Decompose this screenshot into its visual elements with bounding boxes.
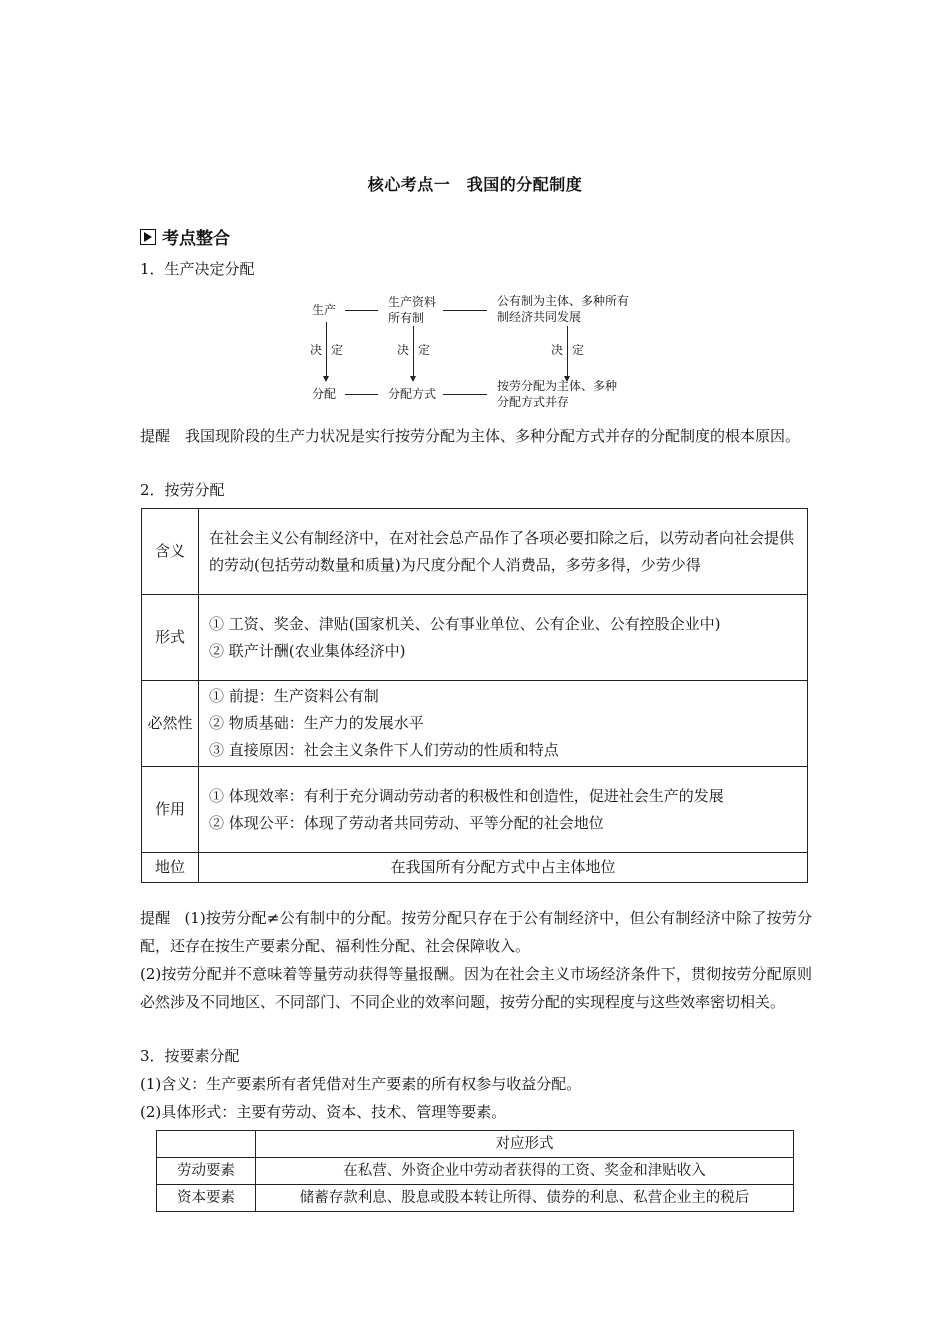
header-cell: 对应形式 bbox=[256, 1131, 794, 1158]
table-row bbox=[142, 595, 808, 681]
cell-line: ③ 直接原因：社会主义条件下人们劳动的性质和特点 bbox=[209, 741, 559, 759]
table-header-row bbox=[157, 1131, 794, 1158]
item3-forms: (2)具体形式：主要有劳动、资本、技术、管理等要素。 bbox=[140, 1103, 507, 1121]
tip-point-1: (1)按劳分配≠公有制中的分配。按劳分配只存在于公有制经济中，但公有制经济中除了按劳分配，还存在按生产要素分配、福利性分配、社会保障收入。 bbox=[140, 909, 812, 955]
row-content bbox=[199, 853, 808, 883]
tip-label: 提醒 bbox=[140, 909, 171, 927]
item1-heading: 1．生产决定分配 bbox=[140, 260, 255, 278]
diagram-distribution-mode: 分配方式 bbox=[388, 387, 437, 401]
table-row bbox=[157, 1185, 794, 1212]
distribution-by-labor-table bbox=[141, 508, 808, 883]
diagram-decide-right: 定 bbox=[572, 343, 585, 357]
row-head: 地位 bbox=[142, 853, 199, 883]
row-head: 劳动要素 bbox=[157, 1158, 256, 1185]
production-distribution-diagram bbox=[300, 290, 660, 415]
row-head: 必然性 bbox=[142, 681, 199, 767]
diagram-decide-left: 决 bbox=[310, 343, 323, 357]
header-cell bbox=[157, 1131, 256, 1158]
cell-line: ② 物质基础：生产力的发展水平 bbox=[209, 714, 424, 732]
diagram-distribution-system-1: 按劳分配为主体、多种 bbox=[497, 379, 618, 393]
diagram-connector bbox=[345, 310, 378, 311]
arrow-down-icon bbox=[323, 376, 329, 382]
row-head: 资本要素 bbox=[157, 1185, 256, 1212]
tip-paragraph-1: 提醒 我国现阶段的生产力状况是实行按劳分配为主体、多种分配方式并存的分配制度的根本原因。 bbox=[140, 427, 801, 445]
cell-line: ② 体现公平：体现了劳动者共同劳动、平等分配的社会地位 bbox=[209, 813, 604, 832]
row-content bbox=[199, 595, 808, 681]
diagram-ownership-system-1: 公有制为主体、多种所有 bbox=[497, 294, 630, 308]
table-row bbox=[142, 681, 808, 767]
cell-line: ① 工资、奖金、津贴(国家机关、公有事业单位、公有企业、公有控股企业中) bbox=[209, 614, 721, 633]
tip-paragraph-2 bbox=[140, 904, 812, 960]
row-content: 在私营、外资企业中劳动者获得的工资、奖金和津贴收入 bbox=[256, 1158, 794, 1185]
item2-heading: 2．按劳分配 bbox=[140, 481, 225, 499]
diagram-ownership: 所有制 bbox=[388, 311, 425, 325]
row-content bbox=[199, 681, 808, 767]
diagram-decide-right: 定 bbox=[331, 343, 344, 357]
cell-line: ① 体现效率：有利于充分调动劳动者的积极性和创造性，促进社会生产的发展 bbox=[209, 786, 724, 805]
item3-heading: 3．按要素分配 bbox=[140, 1047, 240, 1065]
cell-line: 在我国所有分配方式中占主体地位 bbox=[390, 858, 616, 876]
table-row bbox=[142, 767, 808, 853]
factor-distribution-table bbox=[156, 1130, 794, 1212]
diagram-distribution-system-2: 分配方式并存 bbox=[497, 395, 570, 409]
item3-definition: (1)含义：生产要素所有者凭借对生产要素的所有权参与收益分配。 bbox=[140, 1075, 582, 1093]
diagram-ownership-system-2: 制经济共同发展 bbox=[497, 310, 582, 324]
diagram-arrow-line bbox=[413, 326, 414, 378]
diagram-connector bbox=[345, 394, 378, 395]
diagram-connector bbox=[443, 394, 487, 395]
tip-point-2: (2)按劳分配并不意味着等量劳动获得等量报酬。因为在社会主义市场经济条件下，贯彻按劳分配原则必然涉及不同地区、不同部门、不同企业的效率问题，按劳分配的实现程度与这些效率密切相关。 bbox=[140, 965, 812, 1011]
row-content: 储蓄存款利息、股息或股本转让所得、债券的利息、私营企业主的税后 bbox=[256, 1185, 794, 1212]
diagram-connector bbox=[443, 310, 487, 311]
table-row bbox=[142, 509, 808, 595]
diagram-arrow-line bbox=[326, 322, 327, 378]
section-heading-label: 考点整合 bbox=[162, 229, 230, 249]
diagram-distribution: 分配 bbox=[312, 387, 337, 401]
row-head: 作用 bbox=[142, 767, 199, 853]
diagram-production: 生产 bbox=[312, 303, 337, 317]
diagram-decide-left: 决 bbox=[397, 343, 410, 357]
play-box-icon bbox=[140, 229, 156, 245]
table-row bbox=[157, 1158, 794, 1185]
diagram-means-of-production: 生产资料 bbox=[388, 295, 437, 309]
section-heading bbox=[140, 224, 230, 249]
diagram-decide-left: 决 bbox=[551, 343, 564, 357]
arrow-down-icon bbox=[410, 376, 416, 382]
page-title: 核心考点一 我国的分配制度 bbox=[367, 175, 583, 194]
diagram-arrow-line bbox=[567, 326, 568, 378]
cell-line: 在社会主义公有制经济中，在对社会总产品作了各项必要扣除之后，以劳动者向社会提供的劳动(包括劳动数量和质量)为尺度分配个人消费品，多劳多得，少劳少得 bbox=[209, 528, 795, 574]
row-content bbox=[199, 767, 808, 853]
row-head: 含义 bbox=[142, 509, 199, 595]
row-head: 形式 bbox=[142, 595, 199, 681]
diagram-decide-right: 定 bbox=[418, 343, 431, 357]
row-content bbox=[199, 509, 808, 595]
cell-line: ① 前提：生产资料公有制 bbox=[209, 687, 379, 705]
table-row bbox=[142, 853, 808, 883]
cell-line: ② 联产计酬(农业集体经济中) bbox=[209, 641, 406, 660]
